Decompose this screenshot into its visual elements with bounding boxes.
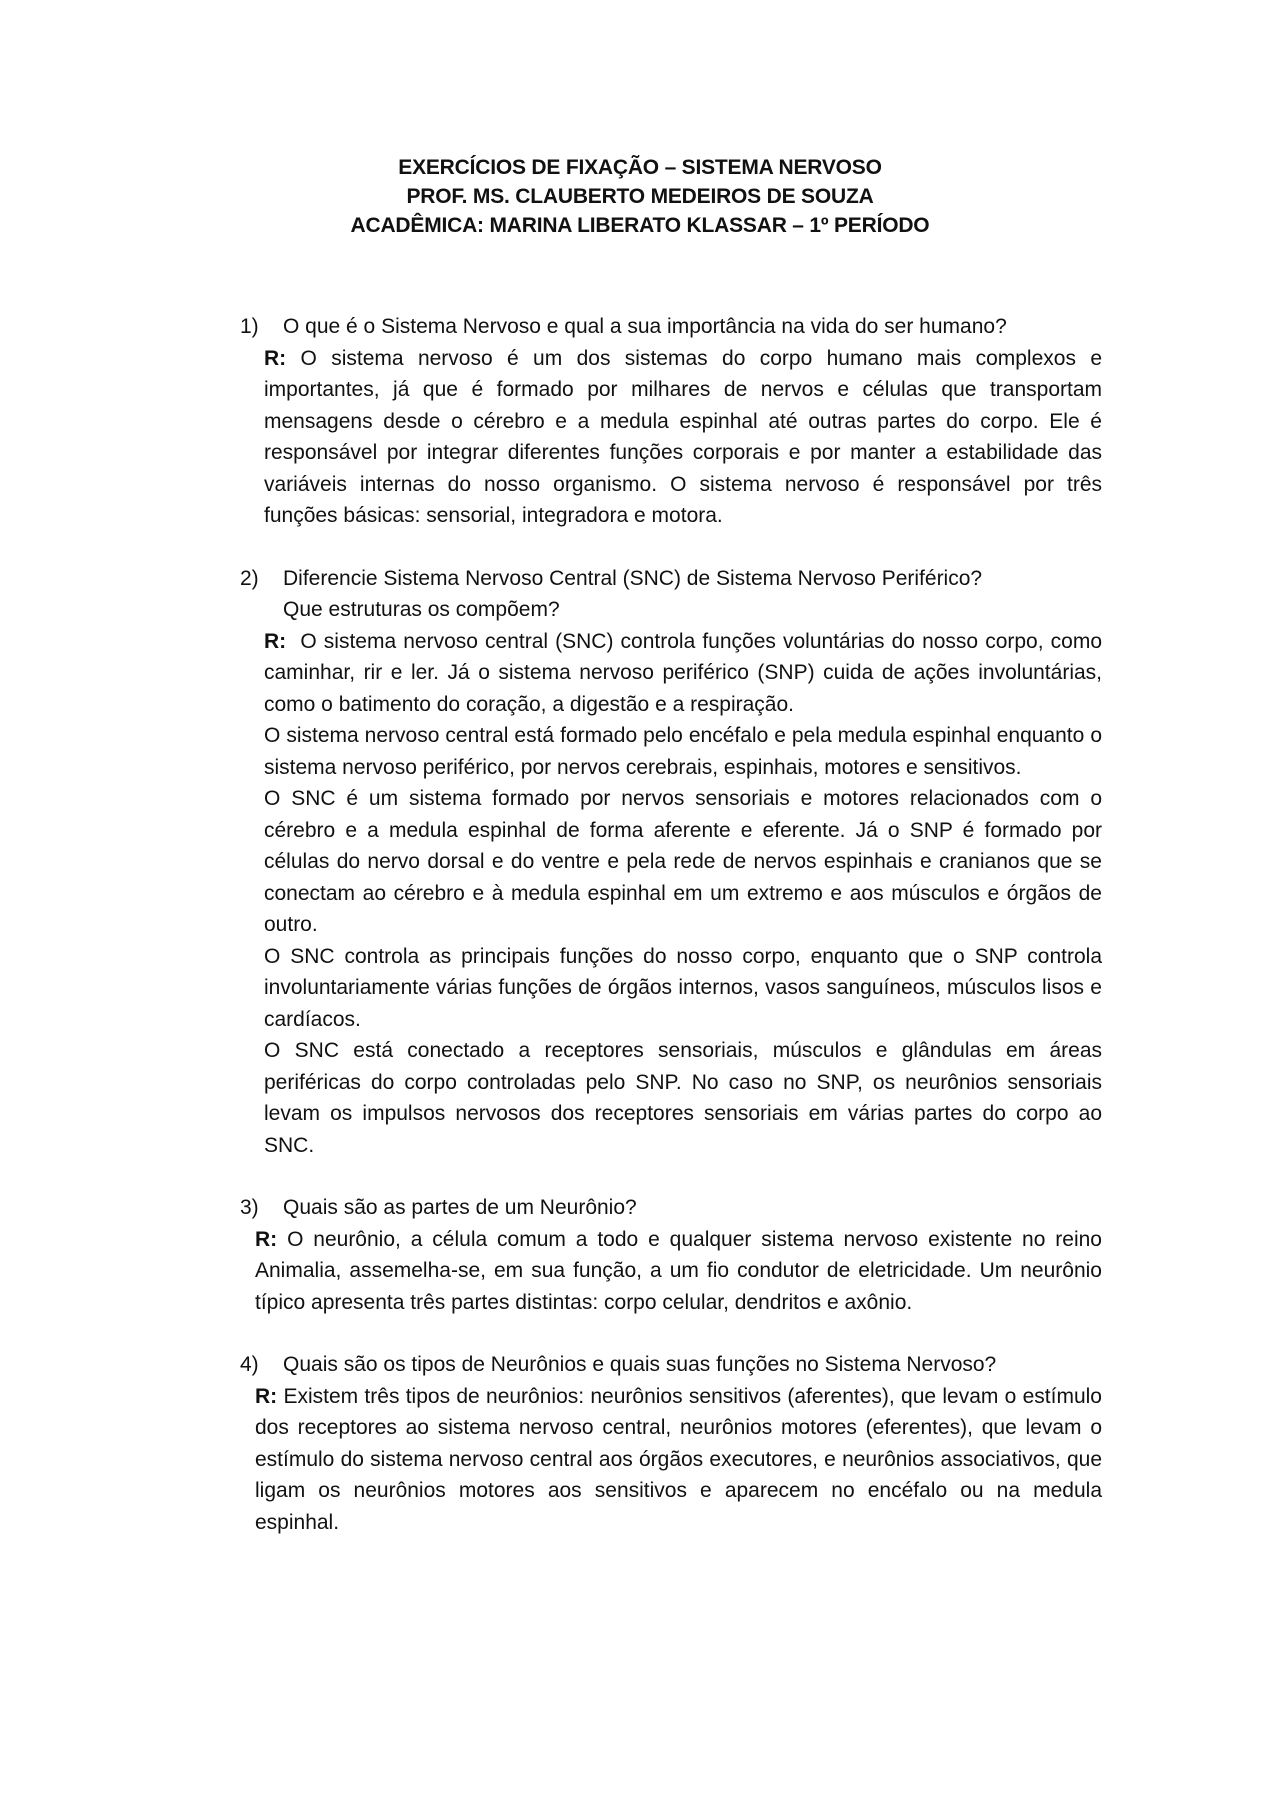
header-title: EXERCÍCIOS DE FIXAÇÃO – SISTEMA NERVOSO [398,156,882,179]
answer-text: O sistema nervoso central (SNC) controla funções voluntárias do nosso corpo, como caminhar, rir e ler. Já o sistema nervoso periférico (SNP) cuida de ações involuntárias, como o batimento do coração, a digestão e a respiração. [264,629,1103,716]
answer-paragraph [264,343,1102,532]
header-professor: PROF. MS. CLAUBERTO MEDEIROS DE SOUZA [406,185,874,208]
answer-2 [240,626,1102,1162]
answer-paragraph: O SNC é um sistema formado por nervos sensoriais e motores relacionados com o cérebro e a medula espinhal de forma aferente e eferente. Já o SNP é formado por células do nervo dorsal e do ventre e pela rede de nervos espinhais e cranianos que se conectam ao cérebro e à medula espinhal em um extremo e aos músculos e órgãos de outro. [264,787,1102,936]
answer-label: R: [264,629,287,653]
answer-paragraph [264,626,1102,721]
question-2 [240,563,1102,1162]
question-number: 1) [240,315,259,338]
answer-label: R: [255,1384,278,1408]
answer-1 [240,343,1102,532]
question-number: 2) [240,566,259,590]
answer-text: Existem três tipos de neurônios: neurônios sensitivos (aferentes), que levam o estímulo dos receptores ao sistema nervoso central, neurônios motores (eferentes), que levam o estímulo do sistema nervoso central aos órgãos executores, e neurônios associativos, que ligam os neurônios motores aos sensitivos e aparecem no encéfalo ou na medula espinhal. [255,1384,1102,1534]
question-text: Quais são as partes de um Neurônio? [283,1196,637,1219]
question-3-line [240,1192,1102,1224]
answer-text: O neurônio, a célula comum a todo e qualquer sistema nervoso existente no reino Animalia, assemelha-se, em sua função, a um fio condutor de eletricidade. Um neurônio típico apresenta três partes distintas: corpo celular, dendritos e axônio. [255,1227,1102,1314]
answer-label: R: [255,1227,278,1251]
answer-paragraph: O sistema nervoso central está formado pelo encéfalo e pela medula espinhal enquanto o sistema nervoso periférico, por nervos cerebrais, espinhais, motores e sensitivos. [264,724,1102,779]
answer-paragraph [255,1224,1102,1319]
answer-4 [240,1381,1102,1539]
question-text: O que é o Sistema Nervoso e qual a sua importância na vida do ser humano? [283,315,1007,338]
document-header [0,153,1280,240]
question-3 [240,1192,1102,1318]
answer-3 [240,1224,1102,1319]
answer-paragraph [255,1381,1102,1539]
question-4 [240,1349,1102,1538]
answer-paragraph: O SNC está conectado a receptores sensoriais, músculos e glândulas em áreas periféricas do corpo controladas pelo SNP. No caso no SNP, os neurônios sensoriais levam os impulsos nervosos dos receptores sensoriais em várias partes do corpo ao SNC. [264,1039,1102,1157]
question-text-continuation: Que estruturas os compõem? [283,598,560,621]
header-student: ACADÊMICA: MARINA LIBERATO KLASSAR – 1º PERÍODO [350,214,930,237]
question-list [240,311,1102,1569]
question-1 [240,311,1102,532]
question-4-line [240,1349,1102,1381]
answer-text: O sistema nervoso é um dos sistemas do corpo humano mais complexos e importantes, já que é formado por milhares de nervos e células que transportam mensagens desde o cérebro e a medula espinhal até outras partes do corpo. Ele é responsável por integrar diferentes funções corporais e por manter a estabilidade das variáveis internas do nosso organismo. O sistema nervoso é responsável por três funções básicas: sensorial, integradora e motora. [264,346,1102,527]
question-2-line [240,563,1102,595]
answer-label: R: [264,346,287,370]
question-text: Diferencie Sistema Nervoso Central (SNC) de Sistema Nervoso Periférico? [283,566,983,590]
question-number: 4) [240,1353,259,1376]
question-number: 3) [240,1196,259,1219]
question-1-line [240,311,1102,343]
answer-paragraph: O SNC controla as principais funções do nosso corpo, enquanto que o SNP controla involuntariamente várias funções de órgãos internos, vasos sanguíneos, músculos lisos e cardíacos. [264,944,1102,1031]
question-text: Quais são os tipos de Neurônios e quais suas funções no Sistema Nervoso? [283,1353,997,1376]
